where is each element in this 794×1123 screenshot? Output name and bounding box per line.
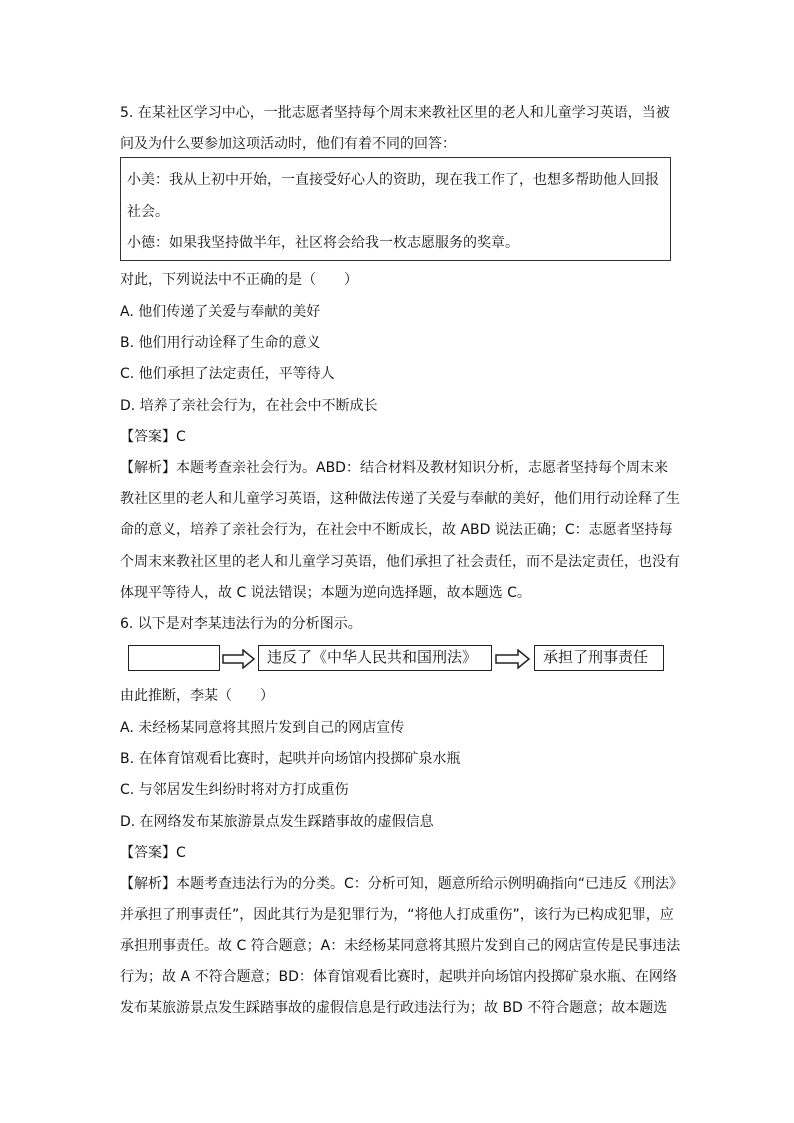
quote-line: 社会。 [127, 204, 169, 220]
q5-analysis-line: 命的意义，培养了亲社会行为，在社会中不断成长，故 ABD 说法正确；C：志愿者坚持每 [120, 522, 673, 538]
q6-analysis-line: 发布某旅游景点发生踩踏事故的虚假信息是行政违法行为；故 BD 不符合题意；故本题选 [120, 1000, 668, 1016]
flow-box-blank [128, 645, 220, 671]
q5-stem: 对此，下列说法中不正确的是（ ） [120, 272, 358, 288]
flow-arrow-icon [495, 649, 531, 669]
q5-line-1: 5. 在某社区学习中心，一批志愿者坚持每个周末来教社区里的老人和儿童学习英语，当被 [120, 105, 670, 121]
q5-line-2: 问及为什么要参加这项活动时，他们有着不同的回答： [120, 136, 456, 152]
q5-analysis-line: 【解析】本题考查亲社会行为。ABD：结合材料及教材知识分析，志愿者坚持每个周末来 [120, 460, 668, 476]
q6-analysis-line: 行为；故 A 不符合题意；BD：体育馆观看比赛时，起哄并向场馆内投掷矿泉水瓶、在网络 [120, 969, 677, 985]
q6-option-a: A. 未经杨某同意将其照片发到自己的网店宣传 [120, 720, 405, 736]
q6-option-b: B. 在体育馆观看比赛时，起哄并向场馆内投掷矿泉水瓶 [120, 751, 461, 767]
q5-quote-box [120, 157, 671, 261]
q5-option-c: C. 他们承担了法定责任，平等待人 [120, 366, 335, 382]
flow-box-liability: 承担了刑事责任 [534, 645, 664, 671]
q6-stem: 由此推断，李某（ ） [120, 688, 274, 704]
flow-arrow-icon [222, 649, 256, 669]
q5-analysis-line: 个周末来教社区里的老人和儿童学习英语，他们承担了社会责任，而不是法定责任，也没有 [120, 554, 680, 570]
q5-analysis-line: 体现平等待人，故 C 说法错误；本题为逆向选择题，故本题选 C。 [120, 585, 531, 601]
q5-analysis-line: 教社区里的老人和儿童学习英语，这种做法传递了关爱与奉献的美好，他们用行动诠释了生 [120, 491, 680, 507]
q6-line-1: 6. 以下是对李某违法行为的分析图示。 [120, 616, 362, 632]
q6-analysis-line: 承担刑事责任。故 C 符合题意；A：未经杨某同意将其照片发到自己的网店宣传是民事违法 [120, 938, 681, 954]
q6-answer: 【答案】C [120, 845, 186, 861]
q6-option-d: D. 在网络发布某旅游景点发生踩踏事故的虚假信息 [120, 814, 434, 830]
q6-option-c: C. 与邻居发生纠纷时将对方打成重伤 [120, 782, 349, 798]
q5-answer: 【答案】C [120, 429, 186, 445]
quote-line: 小美：我从上初中开始，一直接受好心人的资助，现在我工作了，也想多帮助他人回报 [127, 172, 659, 188]
q5-option-a: A. 他们传递了关爱与奉献的美好 [120, 304, 321, 320]
quote-line: 小德：如果我坚持做半年，社区将会给我一枚志愿服务的奖章。 [127, 235, 519, 251]
flow-box-violation: 违反了《中华人民共和国刑法》 [258, 645, 492, 671]
q6-analysis-line: 并承担了刑事责任”，因此其行为是犯罪行为，“将他人打成重伤”，该行为已构成犯罪，应 [120, 907, 674, 923]
q6-analysis-line: 【解析】本题考查违法行为的分类。C：分析可知，题意所给示例明确指向“已违反《刑法》 [120, 876, 684, 892]
q5-option-d: D. 培养了亲社会行为，在社会中不断成长 [120, 398, 378, 414]
q5-option-b: B. 他们用行动诠释了生命的意义 [120, 335, 321, 351]
